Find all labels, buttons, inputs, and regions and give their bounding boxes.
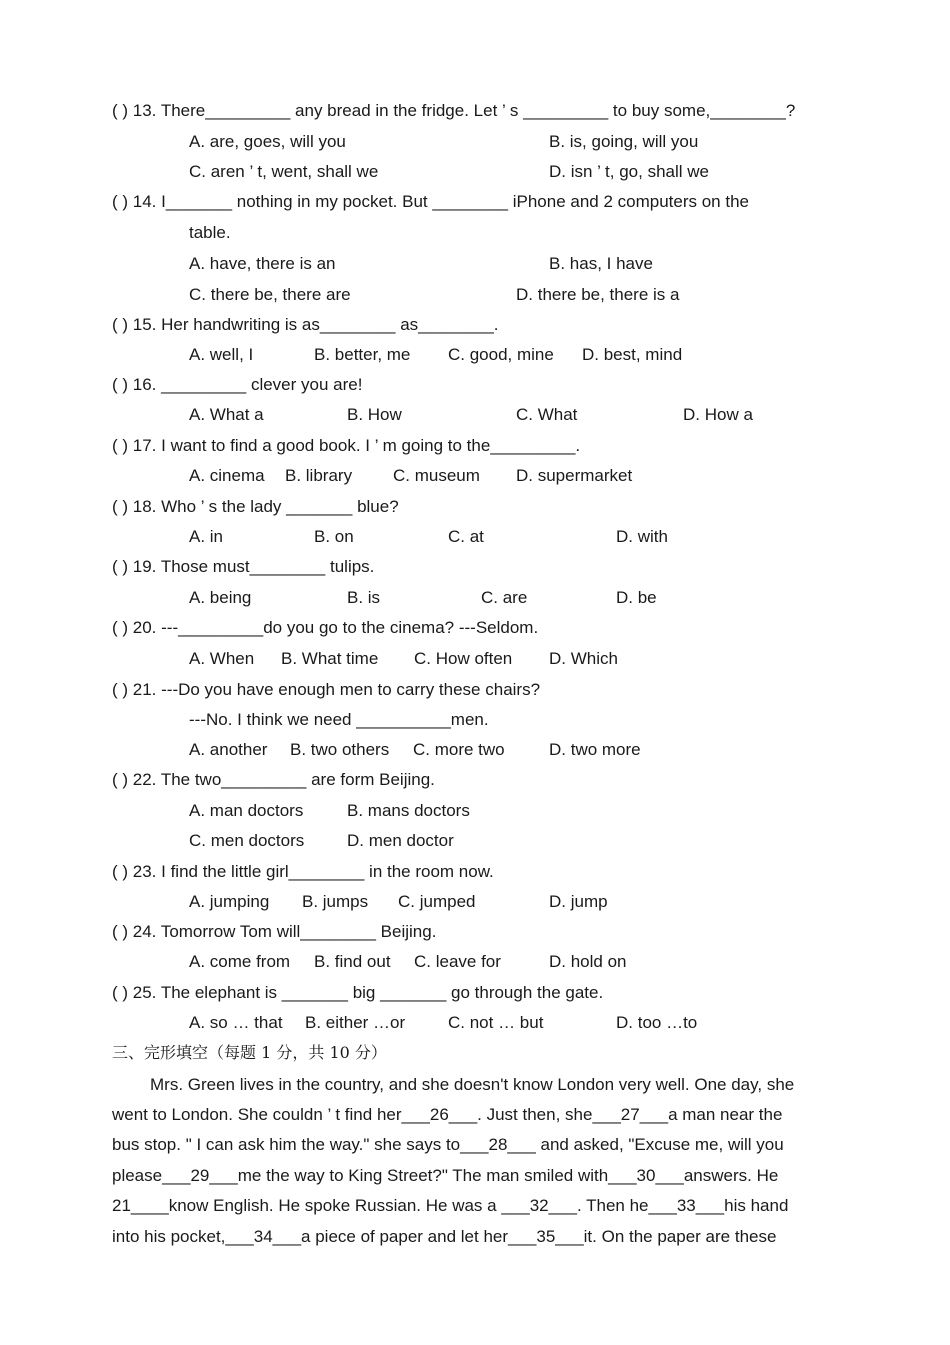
- question-25-option-a: A. so … that: [189, 1013, 283, 1032]
- question-21-option-b: B. two others: [290, 740, 390, 759]
- question-17-option-d: D. supermarket: [516, 466, 633, 485]
- question-15-stem: ( ) 15. Her handwriting is as________ as________.: [112, 315, 499, 334]
- question-20-option-b: B. What time: [281, 649, 379, 668]
- question-25-option-c: C. not … but: [448, 1013, 544, 1032]
- question-14-option-a: A. have, there is an: [189, 254, 336, 273]
- question-14-stem-continuation: table.: [189, 223, 231, 242]
- question-22-option-a: A. man doctors: [189, 801, 304, 820]
- passage-line-3: bus stop. " I can ask him the way." she says to___28___ and asked, "Excuse me, will you: [112, 1135, 784, 1154]
- question-16-option-b: B. How: [347, 405, 402, 424]
- question-16-option-d: D. How a: [683, 405, 753, 424]
- question-20-option-a: A. When: [189, 649, 255, 668]
- question-13-stem: ( ) 13. There_________ any bread in the fridge. Let ’ s _________ to buy some,________?: [112, 101, 796, 120]
- question-17-option-a: A. cinema: [189, 466, 265, 485]
- question-25-option-d: D. too …to: [616, 1013, 698, 1032]
- passage-line-1: Mrs. Green lives in the country, and she doesn't know London very well. One day, she: [150, 1075, 795, 1094]
- question-25-stem: ( ) 25. The elephant is _______ big _______ go through the gate.: [112, 983, 604, 1002]
- question-21-stem-continuation: ---No. I think we need __________men.: [189, 710, 489, 729]
- question-13-option-a: A. are, goes, will you: [189, 132, 346, 151]
- question-19-stem: ( ) 19. Those must________ tulips.: [112, 557, 375, 576]
- question-16-option-c: C. What: [516, 405, 578, 424]
- question-14-option-d: D. there be, there is a: [516, 285, 680, 304]
- question-14-option-c: C. there be, there are: [189, 285, 351, 304]
- question-24-option-b: B. find out: [314, 952, 391, 971]
- question-23-option-a: A. jumping: [189, 892, 270, 911]
- question-21-option-c: C. more two: [413, 740, 505, 759]
- question-17-option-b: B. library: [285, 466, 353, 485]
- question-19-option-a: A. being: [189, 588, 252, 607]
- question-25-option-b: B. either …or: [305, 1013, 406, 1032]
- question-16-stem: ( ) 16. _________ clever you are!: [112, 375, 363, 394]
- question-22-option-b: B. mans doctors: [347, 801, 470, 820]
- passage-line-5: 21____know English. He spoke Russian. He was a ___32___. Then he___33___his hand: [112, 1196, 789, 1215]
- question-23-option-c: C. jumped: [398, 892, 476, 911]
- question-22-stem: ( ) 22. The two_________ are form Beijing.: [112, 770, 435, 789]
- question-14-stem: ( ) 14. I_______ nothing in my pocket. But ________ iPhone and 2 computers on the: [112, 192, 749, 211]
- question-21-stem: ( ) 21. ---Do you have enough men to carry these chairs?: [112, 680, 541, 699]
- question-18-option-c: C. at: [448, 527, 484, 546]
- question-15-option-d: D. best, mind: [582, 345, 683, 364]
- question-17-option-c: C. museum: [393, 466, 480, 485]
- question-19-option-b: B. is: [347, 588, 381, 607]
- passage-line-6: into his pocket,___34___a piece of paper and let her___35___it. On the paper are these: [112, 1227, 777, 1246]
- question-16-option-a: A. What a: [189, 405, 264, 424]
- question-14-option-b: B. has, I have: [549, 254, 653, 273]
- question-24-stem: ( ) 24. Tomorrow Tom will________ Beijing.: [112, 922, 437, 941]
- question-24-option-c: C. leave for: [414, 952, 501, 971]
- question-20-option-c: C. How often: [414, 649, 513, 668]
- question-15-option-c: C. good, mine: [448, 345, 554, 364]
- question-18-option-a: A. in: [189, 527, 224, 546]
- question-23-option-d: D. jump: [549, 892, 608, 911]
- question-18-option-d: D. with: [616, 527, 668, 546]
- question-13-option-d: D. isn ’ t, go, shall we: [549, 162, 709, 181]
- question-22-option-c: C. men doctors: [189, 831, 305, 850]
- question-15-option-a: A. well, I: [189, 345, 254, 364]
- question-19-option-c: C. are: [481, 588, 528, 607]
- passage-line-4: please___29___me the way to King Street?" The man smiled with___30___answers. He: [112, 1166, 779, 1185]
- question-19-option-d: D. be: [616, 588, 657, 607]
- question-23-stem: ( ) 23. I find the little girl________ in the room now.: [112, 862, 494, 881]
- question-13-option-c: C. aren ’ t, went, shall we: [189, 162, 379, 181]
- question-17-stem: ( ) 17. I want to find a good book. I ’ m going to the_________.: [112, 436, 581, 455]
- question-23-option-b: B. jumps: [302, 892, 369, 911]
- question-24-option-a: A. come from: [189, 952, 291, 971]
- question-18-option-b: B. on: [314, 527, 354, 546]
- question-24-option-d: D. hold on: [549, 952, 627, 971]
- question-20-option-d: D. Which: [549, 649, 618, 668]
- question-18-stem: ( ) 18. Who ’ s the lady _______ blue?: [112, 497, 399, 516]
- question-15-option-b: B. better, me: [314, 345, 411, 364]
- question-22-option-d: D. men doctor: [347, 831, 454, 850]
- question-21-option-d: D. two more: [549, 740, 641, 759]
- section-title: 三、完形填空（每题 1 分，共 10 分）: [112, 1043, 387, 1062]
- question-20-stem: ( ) 20. ---_________do you go to the cinema? ---Seldom.: [112, 618, 539, 637]
- passage-line-2: went to London. She couldn ’ t find her___26___. Just then, she___27___a man near the: [112, 1105, 783, 1124]
- question-21-option-a: A. another: [189, 740, 268, 759]
- question-13-option-b: B. is, going, will you: [549, 132, 699, 151]
